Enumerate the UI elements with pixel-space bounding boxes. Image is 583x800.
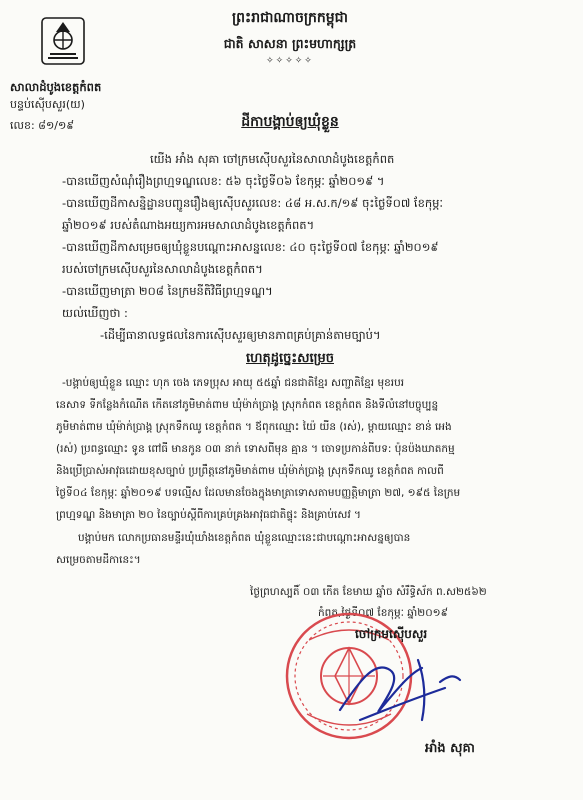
opinion-label: យល់ឃើញថា : — [62, 306, 128, 320]
decision-line: -បង្គាប់ឲ្យឃុំខ្លួន ឈ្មោះ ហុក ចេង ភេទប្រុស អាយុ ៥៥ឆ្នាំ ជនជាតិខ្មែរ សញ្ជាតិខ្មែរ មុខរបរ — [62, 377, 405, 389]
document-title: ដីកាបង្គាប់ឲ្យឃុំខ្លួន — [241, 114, 339, 130]
court-emblem-icon — [40, 14, 86, 66]
decision-line: ភូមិមាត់ពាម ឃុំម៉ាក់ប្រាង្គ ស្រុកទឹកឈូ ខេត្តកំពត ។ ឪពុកឈ្មោះ យ៉ៃ យីន (រស់), ម្តាយឈ្មោះ ខាន់ អេង — [56, 421, 452, 433]
solar-date: កំពត,ថ្ងៃទី០៧ ខែកុម្ភៈ ឆ្នាំ២០១៩ — [318, 607, 449, 619]
lunar-date: ថ្ងៃព្រហស្បតិ៍ ០៣ កើត ខែមាឃ ឆ្នាំច សំរឹទ្ធិស័ក ព.ស២៥៦២ — [250, 586, 487, 598]
national-motto: ជាតិ សាសនា ព្រះមហាក្សត្រ — [223, 36, 357, 51]
document-number: លេខ: ៨១/១៩ — [10, 119, 75, 132]
decision-line: នេសាទ ទីកន្លែងកំណើត កើតនៅភូមិមាត់ពាម ឃុំម៉ាក់ប្រាង្គ ស្រុកកំពត ខេត្តកំពត និងទីលំនៅបច្ចុប្បន្ន — [56, 399, 439, 411]
decision-line: និងប្រើប្រាស់អាវុធដោយខុសច្បាប់ ប្រព្រឹត្តនៅភូមិមាត់ពាម ឃុំម៉ាក់ប្រាង្គ ស្រុកទឹកឈូ ខេត្តកំពត កាលពី — [56, 465, 444, 477]
decision-line: ព្រហ្មទណ្ឌ និងមាត្រា ២០ នៃច្បាប់ស្តីពីការគ្រប់គ្រងអាវុធជាតិផ្ទុះ និងគ្រាប់សេវ ។ — [56, 509, 361, 521]
consideration-line: -បានឃើញមាត្រា ២០៨ នៃក្រមនីតិវិធីព្រហ្មទណ្ឌ។ — [62, 284, 273, 298]
decision-line: (រស់) ប្រពន្ធឈ្មោះ ទូន ពៅធី មានកូន ០៣ នាក់ ទោសពីមុន គ្មាន ។ ចោទប្រកាន់ពីបទ: ប៉ុនប៉ងឃាតកម្ម — [56, 443, 455, 455]
decision-line: ថ្ងៃទី០៤ ខែកុម្ភៈ ឆ្នាំ២០១៩ បទល្មើស ដែលមានចែងក្នុងមាត្រាទោសតាមបញ្ញត្តិមាត្រា ២៧, ១៩៥ នៃក្រម — [56, 487, 461, 499]
intro-line: យើង អាំង សុគា ចៅក្រមស៊ើបសួរនៃសាលាដំបូងខេត្តកំពត — [150, 152, 395, 166]
order-line: សម្រេចតាមដីកានេះ។ — [56, 554, 141, 566]
consideration-line: -បានឃើញសំណុំរឿងព្រហ្មទណ្ឌលេខ: ៥៦ ចុះថ្ងៃទី០៦ ខែកុម្ភៈ ឆ្នាំ២០១៩ ។ — [62, 174, 385, 188]
consideration-line: ឆ្នាំ២០១៩ របស់តំណាងអយ្យការអមសាលាដំបូងខេត្តកំពត។ — [62, 218, 315, 232]
signer-role: ចៅក្រមស៊ើបសួរ — [355, 627, 428, 641]
handwritten-signature — [330, 640, 470, 740]
consideration-line: របស់ចៅក្រមស៊ើបសួរនៃសាលាដំបូងខេត្តកំពត។ — [62, 262, 263, 276]
kingdom-title: ព្រះរាជាណាចក្រកម្ពុជា — [231, 10, 348, 26]
consideration-line: -បានឃើញដីកាសន្និដ្ឋានបញ្ជូនរឿងឲ្យស៊ើបសួរលេខ: ៤៨ អ.ស.ក/១៩ ចុះថ្ងៃទី០៧ ខែកុម្ភៈ — [62, 196, 443, 210]
opinion-text: -ដើម្បីធានាលទ្ធផលនៃការស៊ើបសួរឲ្យមានភាពគ្រប់គ្រាន់តាមច្បាប់។ — [100, 328, 381, 342]
office-name: បន្ទប់ស៊ើបសួរ(យ) — [10, 98, 85, 111]
order-line: បង្គាប់មក លោកប្រធានមន្ទីរឃុំឃាំងខេត្តកំពត ឃុំខ្លួនឈ្មោះនេះជាបណ្តោះអាសន្នឲ្យបាន — [78, 532, 411, 544]
court-name: សាលាដំបូងខេត្តកំពត — [10, 80, 102, 94]
consideration-line: -បានឃើញដីកាសម្រេចឲ្យឃុំខ្លួនបណ្តោះអាសន្នលេខ: ៤០ ចុះថ្ងៃទី០៧ ខែកុម្ភៈ ឆ្នាំ២០១៩ — [62, 240, 439, 254]
signer-name: អាំង សុគា — [425, 741, 475, 756]
decision-heading: ហេតុដូច្នេះសម្រេច — [246, 351, 334, 366]
header-ornament: ✧✧✧✧✧ — [266, 56, 314, 66]
